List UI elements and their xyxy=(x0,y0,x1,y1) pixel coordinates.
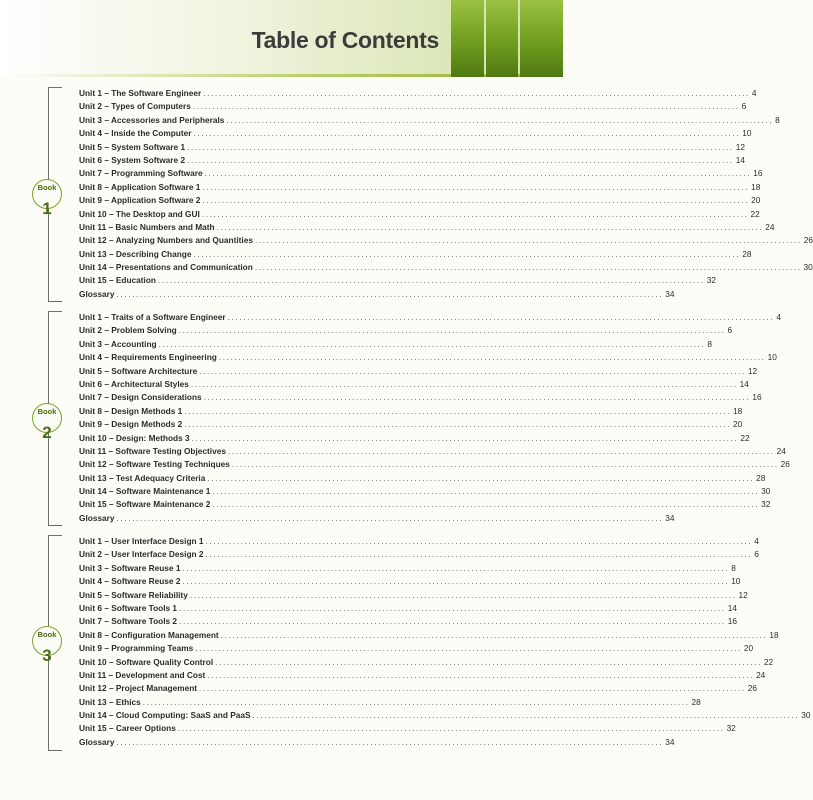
toc-entry-page: 4 xyxy=(754,536,759,546)
toc-entry xyxy=(79,168,763,181)
toc-entry xyxy=(79,669,766,683)
toc-leader-dots: ............................................................................................................................................ xyxy=(187,141,734,152)
toc-entry-title: Unit 13 – Describing Change xyxy=(79,248,192,259)
toc-entry-title: Unit 11 – Software Testing Objectives xyxy=(79,445,226,456)
toc-leader-dots: ............................................................................................................................................ xyxy=(116,288,664,299)
toc-entry xyxy=(79,512,675,526)
toc-entry xyxy=(79,419,743,432)
toc-leader-dots: ............................................................................................................................................ xyxy=(212,486,760,497)
decorative-bar xyxy=(520,0,563,77)
toc-leader-dots: ............................................................................................................................................ xyxy=(205,536,753,546)
toc-entry xyxy=(79,499,771,512)
toc-entry xyxy=(79,88,757,101)
toc-entry-page: 14 xyxy=(727,602,738,613)
toc-leader-dots: ............................................................................................................................................ xyxy=(192,101,740,112)
toc-entry-title: Unit 4 – Inside the Computer xyxy=(79,128,192,139)
toc-entry-title: Unit 9 – Application Software 2 xyxy=(79,195,201,206)
toc-entry-title: Unit 9 – Programming Teams xyxy=(79,643,194,654)
toc-entry xyxy=(79,392,762,405)
toc-entry xyxy=(79,195,761,208)
toc-entry xyxy=(79,128,752,141)
toc-entry-page: 6 xyxy=(754,549,759,560)
toc-entry-page: 26 xyxy=(803,235,813,246)
toc-entry-title: Unit 10 – The Desktop and GUI xyxy=(79,208,200,219)
toc-entry-page: 26 xyxy=(747,683,758,694)
book-1-number: 1 xyxy=(42,199,52,218)
book-3-number: 3 xyxy=(42,646,52,665)
toc-leader-dots: ............................................................................................................................................ xyxy=(142,696,690,707)
toc-entry-title: Unit 4 – Software Reuse 2 xyxy=(79,576,181,587)
toc-entry-page: 18 xyxy=(751,181,761,192)
toc-entry-page: 18 xyxy=(769,629,779,640)
toc-entry-page: 8 xyxy=(731,562,736,573)
toc-leader-dots: ............................................................................................................................................ xyxy=(201,208,749,219)
toc-entry xyxy=(79,325,733,338)
toc-leader-dots: ............................................................................................................................................ xyxy=(193,128,741,139)
toc-leader-dots: ............................................................................................................................................ xyxy=(205,549,753,560)
toc-entry xyxy=(79,683,758,696)
toc-leader-dots: ............................................................................................................................................ xyxy=(212,499,760,510)
page-title: Table of Contents xyxy=(251,27,439,53)
book-2-toc xyxy=(79,312,790,526)
toc-entry xyxy=(79,562,736,576)
toc-entry-title: Unit 1 – Traits of a Software Engineer xyxy=(79,312,226,322)
book-1-toc xyxy=(79,88,813,302)
toc-entry-page: 8 xyxy=(707,338,712,349)
toc-entry-page: 12 xyxy=(738,589,748,600)
toc-entry-page: 20 xyxy=(733,419,743,430)
toc-entry-title: Unit 8 – Design Methods 1 xyxy=(79,405,183,416)
toc-leader-dots: ............................................................................................................................................ xyxy=(202,181,750,192)
toc-entry-page: 30 xyxy=(801,710,811,721)
toc-leader-dots: ............................................................................................................................................ xyxy=(116,736,664,747)
toc-entry xyxy=(79,141,746,155)
toc-entry-title: Unit 6 – System Software 2 xyxy=(79,154,186,165)
toc-entry-title: Unit 4 – Requirements Engineering xyxy=(79,352,217,363)
toc-leader-dots: ............................................................................................................................................ xyxy=(216,221,764,232)
toc-entry xyxy=(79,352,777,365)
toc-entry xyxy=(79,472,766,486)
toc-entry-page: 34 xyxy=(665,736,675,747)
toc-leader-dots: ............................................................................................................................................ xyxy=(195,643,742,654)
toc-entry-page: 6 xyxy=(727,325,733,336)
toc-entry-page: 24 xyxy=(765,221,775,232)
toc-leader-dots: ............................................................................................................................................ xyxy=(158,275,705,286)
toc-entry-title: Unit 11 – Development and Cost xyxy=(79,669,206,680)
toc-entry-title: Unit 10 – Design: Methods 3 xyxy=(79,432,190,443)
toc-entry-page: 30 xyxy=(761,486,771,497)
toc-leader-dots: ............................................................................................................................................ xyxy=(179,616,726,627)
toc-entry-title: Unit 15 – Software Maintenance 2 xyxy=(79,499,211,510)
toc-leader-dots: ............................................................................................................................................ xyxy=(215,656,762,667)
toc-entry-title: Glossary xyxy=(79,288,115,299)
toc-leader-dots: ............................................................................................................................................ xyxy=(202,195,750,206)
toc-leader-dots: ............................................................................................................................................ xyxy=(184,405,731,416)
toc-entry-title: Unit 7 – Design Considerations xyxy=(79,392,202,403)
toc-leader-dots: ............................................................................................................................................ xyxy=(190,378,738,389)
toc-entry-page: 14 xyxy=(735,154,746,165)
toc-entry-page: 22 xyxy=(750,208,760,219)
toc-entry xyxy=(79,101,747,114)
toc-leader-dots: ............................................................................................................................................ xyxy=(254,262,802,273)
toc-entry-page: 18 xyxy=(733,405,743,416)
toc-entry-page: 34 xyxy=(665,512,675,523)
toc-entry xyxy=(79,262,813,275)
toc-entry-page: 16 xyxy=(753,168,763,179)
toc-entry-title: Glossary xyxy=(79,736,115,747)
toc-leader-dots: ............................................................................................................................................ xyxy=(203,88,750,98)
toc-entry xyxy=(79,275,716,288)
toc-entry-page: 22 xyxy=(740,432,750,443)
toc-leader-dots: ............................................................................................................................................ xyxy=(178,325,726,336)
toc-entry-title: Unit 7 – Programming Software xyxy=(79,168,203,179)
toc-entry xyxy=(79,248,752,262)
toc-entry-title: Unit 5 – Software Reliability xyxy=(79,589,188,600)
book-1-badge-label: Book xyxy=(37,183,57,192)
toc-leader-dots: ............................................................................................................................................ xyxy=(158,338,706,349)
toc-leader-dots: ............................................................................................................................................ xyxy=(193,248,741,259)
toc-leader-dots: ............................................................................................................................................ xyxy=(189,589,737,600)
toc-entry-title: Unit 13 – Test Adequacy Criteria xyxy=(79,472,206,483)
toc-leader-dots: ............................................................................................................................................ xyxy=(187,154,734,165)
toc-entry-page: 26 xyxy=(780,459,790,470)
decorative-bar xyxy=(451,0,484,77)
toc-entry-title: Unit 3 – Accounting xyxy=(79,338,157,349)
toc-entry xyxy=(79,288,675,302)
toc-entry xyxy=(79,723,736,736)
toc-entry xyxy=(79,338,712,352)
toc-entry-page: 10 xyxy=(731,576,741,587)
toc-entry-title: Unit 8 – Application Software 1 xyxy=(79,181,201,192)
toc-leader-dots: ............................................................................................................................................ xyxy=(182,562,730,573)
toc-leader-dots: ............................................................................................................................................ xyxy=(227,445,775,456)
book-3-badge-label: Book xyxy=(37,630,57,639)
toc-entry-title: Unit 10 – Software Quality Control xyxy=(79,656,214,667)
toc-entry xyxy=(79,576,741,589)
toc-entry-title: Unit 15 – Career Options xyxy=(79,723,176,734)
toc-entry-page: 24 xyxy=(776,445,786,456)
toc-entry-page: 12 xyxy=(747,365,758,376)
toc-entry-page: 16 xyxy=(727,616,738,627)
toc-entry-title: Unit 8 – Configuration Management xyxy=(79,629,219,640)
toc-entry xyxy=(79,656,774,670)
toc-entry xyxy=(79,643,754,656)
toc-entry xyxy=(79,181,761,195)
toc-leader-dots: ............................................................................................................................................ xyxy=(226,114,774,125)
toc-entry-title: Glossary xyxy=(79,512,115,523)
toc-entry-page: 20 xyxy=(743,643,754,654)
toc-entry-title: Unit 12 – Project Management xyxy=(79,683,198,694)
toc-entry-page: 4 xyxy=(751,88,757,98)
toc-entry-title: Unit 2 – Types of Computers xyxy=(79,101,191,112)
toc-leader-dots: ............................................................................................................................................ xyxy=(203,392,751,403)
toc-entry-page: 12 xyxy=(735,141,746,152)
toc-entry xyxy=(79,208,760,222)
toc-entry xyxy=(79,312,781,325)
toc-leader-dots: ............................................................................................................................................ xyxy=(191,432,739,443)
toc-entry xyxy=(79,486,771,499)
toc-entry-page: 10 xyxy=(742,128,752,139)
toc-entry xyxy=(79,114,780,128)
toc-leader-dots: ............................................................................................................................................ xyxy=(184,419,731,430)
toc-entry-page: 4 xyxy=(776,312,781,322)
toc-entry-page: 16 xyxy=(752,392,762,403)
toc-entry xyxy=(79,445,786,459)
toc-entry-title: Unit 12 – Software Testing Techniques xyxy=(79,459,230,470)
toc-leader-dots: ............................................................................................................................................ xyxy=(116,512,664,523)
toc-leader-dots: ............................................................................................................................................ xyxy=(199,365,746,376)
toc-entry xyxy=(79,235,813,248)
toc-entry-title: Unit 3 – Software Reuse 1 xyxy=(79,562,181,573)
toc-entry-title: Unit 11 – Basic Numbers and Math xyxy=(79,221,215,232)
toc-leader-dots: ............................................................................................................................................ xyxy=(207,472,755,483)
book-3-toc xyxy=(79,536,811,750)
toc-entry-page: 6 xyxy=(741,101,747,112)
toc-entry-title: Unit 2 – Problem Solving xyxy=(79,325,177,336)
toc-entry xyxy=(79,589,748,603)
toc-entry-title: Unit 14 – Presentations and Communication xyxy=(79,262,253,273)
toc-leader-dots: ............................................................................................................................................ xyxy=(220,629,768,640)
toc-entry-page: 20 xyxy=(751,195,761,206)
toc-entry-page: 32 xyxy=(726,723,736,734)
toc-leader-dots: ............................................................................................................................................ xyxy=(227,312,775,322)
toc-leader-dots: ............................................................................................................................................ xyxy=(252,710,800,721)
toc-entry xyxy=(79,459,790,472)
toc-entry-title: Unit 14 – Software Maintenance 1 xyxy=(79,486,211,497)
toc-leader-dots: ............................................................................................................................................ xyxy=(254,235,802,246)
toc-entry-page: 28 xyxy=(691,696,701,707)
toc-entry xyxy=(79,616,738,629)
toc-leader-dots: ............................................................................................................................................ xyxy=(179,602,726,613)
toc-entry-title: Unit 1 – The Software Engineer xyxy=(79,88,202,98)
toc-entry xyxy=(79,602,738,616)
toc-entry xyxy=(79,710,811,723)
toc-entry-title: Unit 5 – Software Architecture xyxy=(79,365,198,376)
toc-leader-dots: ............................................................................................................................................ xyxy=(207,669,755,680)
toc-entry xyxy=(79,629,779,643)
toc-entry-page: 14 xyxy=(739,378,749,389)
book-2-badge-label: Book xyxy=(37,407,57,416)
toc-entry xyxy=(79,365,758,379)
toc-leader-dots: ............................................................................................................................................ xyxy=(177,723,725,734)
toc-entry-title: Unit 9 – Design Methods 2 xyxy=(79,419,183,430)
toc-entry xyxy=(79,536,759,549)
toc-entry xyxy=(79,378,749,392)
toc-entry-page: 8 xyxy=(775,114,780,125)
toc-entry-page: 30 xyxy=(803,262,813,273)
toc-entry-title: Unit 14 – Cloud Computing: SaaS and PaaS xyxy=(79,710,251,721)
toc-leader-dots: ............................................................................................................................................ xyxy=(218,352,766,363)
toc-entry-page: 28 xyxy=(742,248,752,259)
toc-entry-page: 32 xyxy=(706,275,716,286)
toc-entry-title: Unit 2 – User Interface Design 2 xyxy=(79,549,204,560)
toc-entry-page: 10 xyxy=(767,352,777,363)
toc-entry-page: 24 xyxy=(756,669,766,680)
toc-entry-page: 22 xyxy=(763,656,774,667)
toc-entry-title: Unit 7 – Software Tools 2 xyxy=(79,616,178,627)
toc-entry-page: 34 xyxy=(665,288,675,299)
toc-leader-dots: ............................................................................................................................................ xyxy=(199,683,746,694)
toc-entry xyxy=(79,696,701,710)
toc-entry-title: Unit 1 – User Interface Design 1 xyxy=(79,536,204,546)
toc-entry-title: Unit 15 – Education xyxy=(79,275,156,286)
decorative-bar xyxy=(486,0,518,77)
toc-leader-dots: ............................................................................................................................................ xyxy=(204,168,752,179)
toc-entry-page: 32 xyxy=(761,499,771,510)
toc-entry-title: Unit 6 – Architectural Styles xyxy=(79,378,189,389)
toc-entry xyxy=(79,405,743,419)
toc-entry xyxy=(79,549,759,562)
toc-entry-title: Unit 3 – Accessories and Peripherals xyxy=(79,114,225,125)
toc-entry-title: Unit 6 – Software Tools 1 xyxy=(79,602,178,613)
toc-leader-dots: ............................................................................................................................................ xyxy=(182,576,730,587)
toc-entry xyxy=(79,736,675,750)
toc-entry xyxy=(79,154,746,168)
toc-entry-title: Unit 13 – Ethics xyxy=(79,696,141,707)
toc-entry-page: 28 xyxy=(756,472,766,483)
toc-entry-title: Unit 12 – Analyzing Numbers and Quantities xyxy=(79,235,253,246)
book-2-number: 2 xyxy=(42,423,52,442)
toc-leader-dots: ............................................................................................................................................ xyxy=(231,459,779,470)
toc-entry-title: Unit 5 – System Software 1 xyxy=(79,141,186,152)
toc-entry xyxy=(79,221,775,235)
toc-entry xyxy=(79,432,750,446)
